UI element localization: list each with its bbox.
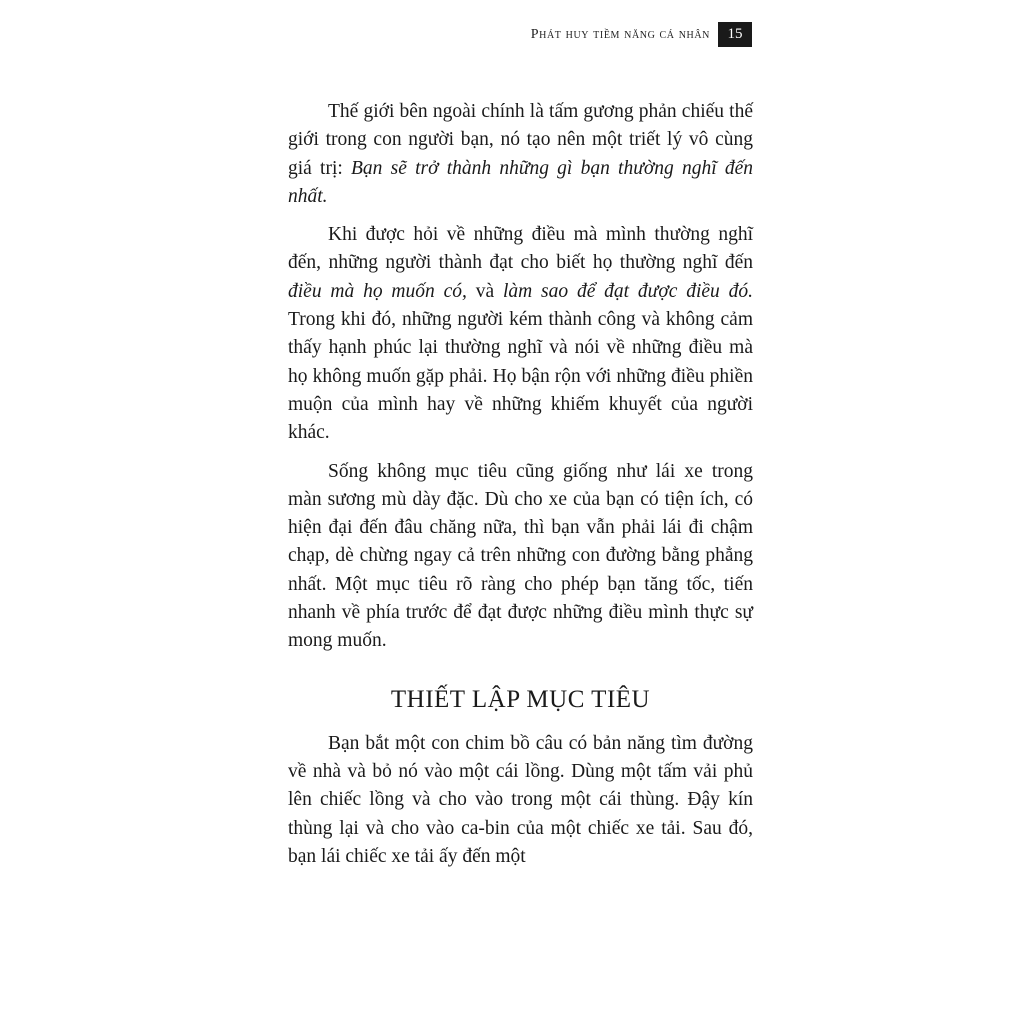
page-number: 15: [718, 22, 752, 47]
text-segment: Sống không mục tiêu cũng giống như lái xe trong màn sương mù dày đặc. Dù cho xe của bạn có tiện ích, có hiện đại đến đâu chăng nữa, thì bạn vẫn phải lái đi chậm chạp, dè chừng ngay cả trên những con đường bằng phẳng nhất. Một mục tiêu rõ ràng cho phép bạn tăng tốc, tiến nhanh về phía trước để đạt được những điều mình thực sự mong muốn.: [288, 460, 753, 652]
running-header: [531, 22, 752, 47]
body-text: [288, 98, 753, 881]
text-segment: và: [466, 280, 503, 302]
italic-segment: Bạn sẽ trở thành những gì bạn thường nghĩ đến nhất.: [288, 157, 753, 207]
paragraph: [288, 221, 753, 447]
italic-segment: làm sao để đạt được điều đó.: [502, 280, 753, 302]
text-segment: Bạn bắt một con chim bồ câu có bản năng tìm đường về nhà và bỏ nó vào một cái lồng. Dùng một tấm vải phủ lên chiếc lồng và cho vào trong một cái thùng. Đậy kín thùng lại và cho vào ca-bin của một chiếc xe tải. Sau đó, bạn lái chiếc xe tải ấy đến một: [288, 732, 753, 867]
section-heading: THIẾT LẬP MỤC TIÊU: [390, 685, 651, 713]
paragraph: [288, 98, 753, 211]
text-segment: Khi được hỏi về những điều mà mình thường nghĩ đến, những người thành đạt cho biết họ thường nghĩ đến: [288, 224, 753, 274]
text-segment: Trong khi đó, những người kém thành công và không cảm thấy hạnh phúc lại thường nghĩ và nói về những điều mà họ không muốn gặp phải. Họ bận rộn với những điều phiền muộn của mình hay về những khiếm khuyết của người khác.: [288, 309, 753, 444]
italic-segment: điều mà họ muốn có,: [288, 280, 467, 302]
text-segment: Thế giới bên ngoài chính là tấm gương phản chiếu thế giới trong con người bạn, nó tạo nên một triết lý vô cùng giá trị:: [288, 101, 753, 179]
paragraph: [288, 730, 753, 871]
paragraph: [288, 458, 753, 656]
header-title: Phát huy tiềm năng cá nhân: [530, 26, 710, 42]
